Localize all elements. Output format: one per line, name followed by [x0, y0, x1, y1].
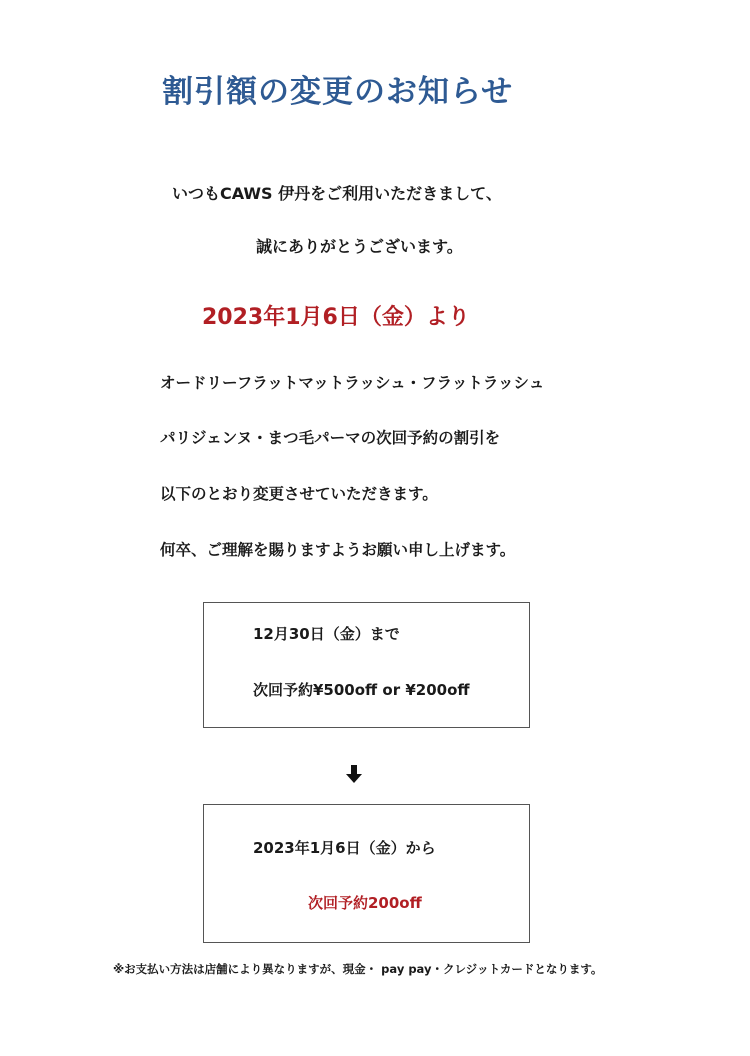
- effective-date-heading: 2023年1月6日（金）より: [202, 305, 470, 330]
- payment-footnote: ※お支払い方法は店舗により異なりますが、現金・ pay pay・クレジットカードとなります。: [113, 962, 603, 976]
- arrow-down-icon: [343, 763, 365, 785]
- body-line-2: パリジェンヌ・まつ毛パーマの次回予約の割引を: [160, 429, 501, 447]
- before-discount-box: [203, 602, 530, 728]
- after-discount-box: [203, 804, 530, 943]
- body-line-1: オードリーフラットマットラッシュ・フラットラッシュ: [160, 374, 545, 392]
- greeting-line-2: 誠にありがとうございます。: [256, 237, 463, 256]
- before-discount: 次回予約¥500off or ¥200off: [253, 681, 470, 699]
- before-period: 12月30日（金）まで: [253, 625, 400, 643]
- body-line-3: 以下のとおり変更させていただきます。: [160, 485, 438, 503]
- after-period: 2023年1月6日（金）から: [253, 839, 436, 857]
- greeting-line-1: いつもCAWS 伊丹をご利用いただきまして、: [172, 184, 502, 203]
- body-line-4: 何卒、ご理解を賜りますようお願い申し上げます。: [160, 541, 516, 559]
- after-discount: 次回予約200off: [308, 894, 422, 912]
- page-title: 割引額の変更のお知らせ: [162, 74, 514, 110]
